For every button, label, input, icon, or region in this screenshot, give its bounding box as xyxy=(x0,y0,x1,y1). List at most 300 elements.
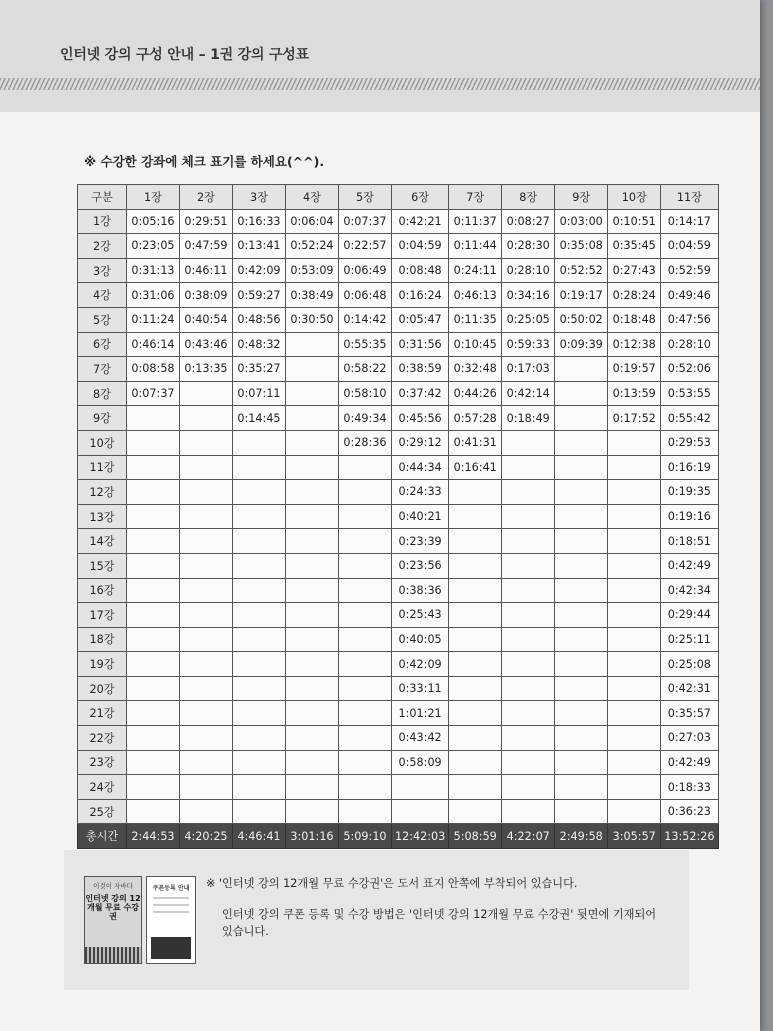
duration-cell: 0:28:30 xyxy=(502,234,555,259)
duration-cell xyxy=(339,799,392,824)
table-row xyxy=(78,775,719,800)
row-label-lecture: 14강 xyxy=(78,529,127,554)
duration-cell: 0:28:10 xyxy=(661,332,718,357)
duration-cell xyxy=(449,578,502,603)
duration-cell xyxy=(449,504,502,529)
duration-cell: 0:13:59 xyxy=(608,381,661,406)
duration-cell xyxy=(233,726,286,751)
row-label-lecture: 17강 xyxy=(78,603,127,628)
row-label-lecture: 18강 xyxy=(78,627,127,652)
table-row xyxy=(78,209,719,234)
duration-cell xyxy=(608,578,661,603)
table-row xyxy=(78,455,719,480)
duration-cell xyxy=(339,553,392,578)
course-table-container xyxy=(77,184,719,849)
duration-cell xyxy=(339,480,392,505)
duration-cell xyxy=(449,529,502,554)
duration-cell xyxy=(608,750,661,775)
duration-cell: 0:55:35 xyxy=(339,332,392,357)
duration-cell xyxy=(180,406,233,431)
duration-cell: 0:13:35 xyxy=(180,357,233,382)
duration-cell xyxy=(286,701,339,726)
duration-cell xyxy=(339,603,392,628)
duration-cell: 0:40:05 xyxy=(392,627,449,652)
duration-cell: 0:29:51 xyxy=(180,209,233,234)
duration-cell xyxy=(233,799,286,824)
duration-cell xyxy=(180,701,233,726)
duration-cell xyxy=(127,430,180,455)
duration-cell xyxy=(233,504,286,529)
duration-cell xyxy=(449,701,502,726)
duration-cell xyxy=(233,701,286,726)
duration-cell: 0:11:24 xyxy=(127,307,180,332)
duration-cell xyxy=(127,627,180,652)
duration-cell xyxy=(339,455,392,480)
duration-cell xyxy=(502,504,555,529)
table-row xyxy=(78,332,719,357)
footer-note-coupon-location: ※ '인터넷 강의 12개월 무료 수강권'은 도서 표지 안쪽에 부착되어 있습니다. xyxy=(206,877,578,890)
table-row xyxy=(78,701,719,726)
duration-cell: 0:14:17 xyxy=(661,209,718,234)
duration-cell xyxy=(286,381,339,406)
duration-cell: 0:16:41 xyxy=(449,455,502,480)
duration-cell: 0:40:21 xyxy=(392,504,449,529)
duration-cell xyxy=(608,553,661,578)
row-label-lecture: 5강 xyxy=(78,307,127,332)
duration-cell: 0:49:46 xyxy=(661,283,718,308)
table-row xyxy=(78,283,719,308)
duration-cell: 0:52:59 xyxy=(661,258,718,283)
duration-cell xyxy=(555,627,608,652)
duration-cell: 0:17:52 xyxy=(608,406,661,431)
duration-cell xyxy=(502,578,555,603)
row-label-lecture: 22강 xyxy=(78,726,127,751)
duration-cell: 0:59:27 xyxy=(233,283,286,308)
duration-cell xyxy=(449,603,502,628)
duration-cell: 0:42:31 xyxy=(661,676,718,701)
total-duration-cell: 4:22:07 xyxy=(502,824,555,849)
duration-cell xyxy=(286,357,339,382)
duration-cell: 0:27:03 xyxy=(661,726,718,751)
table-row xyxy=(78,406,719,431)
duration-cell xyxy=(555,701,608,726)
duration-cell xyxy=(392,799,449,824)
duration-cell: 0:09:39 xyxy=(555,332,608,357)
duration-cell xyxy=(555,799,608,824)
duration-cell xyxy=(449,627,502,652)
duration-cell: 0:42:21 xyxy=(392,209,449,234)
row-label-lecture: 12강 xyxy=(78,480,127,505)
duration-cell xyxy=(449,553,502,578)
duration-cell xyxy=(286,627,339,652)
duration-cell: 0:44:26 xyxy=(449,381,502,406)
row-label-lecture: 15강 xyxy=(78,553,127,578)
duration-cell: 0:04:59 xyxy=(392,234,449,259)
total-duration-cell: 5:08:59 xyxy=(449,824,502,849)
duration-cell: 0:08:27 xyxy=(502,209,555,234)
duration-cell: 0:08:58 xyxy=(127,357,180,382)
table-row xyxy=(78,307,719,332)
duration-cell: 0:48:32 xyxy=(233,332,286,357)
duration-cell xyxy=(233,529,286,554)
duration-cell: 0:06:49 xyxy=(339,258,392,283)
column-header-chapter: 3장 xyxy=(233,185,286,210)
total-duration-cell: 5:09:10 xyxy=(339,824,392,849)
duration-cell xyxy=(233,578,286,603)
duration-cell xyxy=(339,529,392,554)
row-label-lecture: 1강 xyxy=(78,209,127,234)
duration-cell xyxy=(180,799,233,824)
duration-cell: 0:48:56 xyxy=(233,307,286,332)
duration-cell xyxy=(127,775,180,800)
duration-cell: 0:18:51 xyxy=(661,529,718,554)
duration-cell xyxy=(286,603,339,628)
duration-cell: 0:10:45 xyxy=(449,332,502,357)
duration-cell xyxy=(608,799,661,824)
duration-cell xyxy=(127,750,180,775)
duration-cell xyxy=(180,455,233,480)
duration-cell xyxy=(180,603,233,628)
duration-cell: 0:43:46 xyxy=(180,332,233,357)
duration-cell xyxy=(449,480,502,505)
duration-cell: 0:32:48 xyxy=(449,357,502,382)
duration-cell: 0:13:41 xyxy=(233,234,286,259)
duration-cell: 0:38:49 xyxy=(286,283,339,308)
duration-cell xyxy=(502,750,555,775)
coupon-book-main-label: 인터넷 강의 12개월 무료 수강권 xyxy=(85,894,141,922)
duration-cell: 0:29:12 xyxy=(392,430,449,455)
duration-cell xyxy=(555,726,608,751)
row-label-lecture: 23강 xyxy=(78,750,127,775)
coupon-guide-title: 쿠폰등록 안내 xyxy=(152,885,190,892)
duration-cell xyxy=(555,775,608,800)
coupon-book-image xyxy=(84,876,142,964)
course-table xyxy=(77,184,719,849)
duration-cell xyxy=(233,775,286,800)
row-label-lecture: 19강 xyxy=(78,652,127,677)
row-label-lecture: 9강 xyxy=(78,406,127,431)
duration-cell: 0:25:05 xyxy=(502,307,555,332)
column-header-category: 구분 xyxy=(78,185,127,210)
duration-cell xyxy=(555,553,608,578)
duration-cell xyxy=(555,504,608,529)
duration-cell: 0:58:09 xyxy=(392,750,449,775)
duration-cell: 0:16:33 xyxy=(233,209,286,234)
row-label-lecture: 2강 xyxy=(78,234,127,259)
duration-cell xyxy=(127,480,180,505)
duration-cell: 0:11:37 xyxy=(449,209,502,234)
duration-cell xyxy=(339,775,392,800)
duration-cell: 0:38:09 xyxy=(180,283,233,308)
duration-cell xyxy=(127,455,180,480)
duration-cell: 0:19:16 xyxy=(661,504,718,529)
duration-cell xyxy=(555,357,608,382)
duration-cell xyxy=(339,676,392,701)
duration-cell xyxy=(180,676,233,701)
duration-cell xyxy=(608,603,661,628)
duration-cell xyxy=(127,578,180,603)
duration-cell xyxy=(555,603,608,628)
duration-cell xyxy=(339,750,392,775)
duration-cell: 0:52:24 xyxy=(286,234,339,259)
duration-cell xyxy=(127,726,180,751)
coupon-book-top-label: 이것이 자바다 xyxy=(93,882,133,890)
duration-cell xyxy=(180,578,233,603)
duration-cell: 0:36:23 xyxy=(661,799,718,824)
duration-cell xyxy=(286,652,339,677)
duration-cell: 0:59:33 xyxy=(502,332,555,357)
duration-cell: 0:44:34 xyxy=(392,455,449,480)
duration-cell xyxy=(608,480,661,505)
duration-cell: 0:42:09 xyxy=(392,652,449,677)
duration-cell: 0:28:10 xyxy=(502,258,555,283)
duration-cell: 0:53:09 xyxy=(286,258,339,283)
duration-cell xyxy=(339,652,392,677)
coupon-guide-line xyxy=(153,904,189,906)
table-row xyxy=(78,529,719,554)
row-label-lecture: 3강 xyxy=(78,258,127,283)
duration-cell xyxy=(180,430,233,455)
duration-cell: 0:06:04 xyxy=(286,209,339,234)
row-label-lecture: 24강 xyxy=(78,775,127,800)
duration-cell: 0:30:50 xyxy=(286,307,339,332)
duration-cell xyxy=(502,480,555,505)
duration-cell xyxy=(608,455,661,480)
duration-cell xyxy=(555,652,608,677)
duration-cell xyxy=(339,627,392,652)
duration-cell: 0:31:06 xyxy=(127,283,180,308)
duration-cell: 0:49:34 xyxy=(339,406,392,431)
duration-cell: 0:58:10 xyxy=(339,381,392,406)
duration-cell xyxy=(286,430,339,455)
duration-cell: 0:55:42 xyxy=(661,406,718,431)
duration-cell: 0:05:16 xyxy=(127,209,180,234)
duration-cell xyxy=(286,480,339,505)
duration-cell xyxy=(555,578,608,603)
duration-cell: 0:18:48 xyxy=(608,307,661,332)
row-label-lecture: 21강 xyxy=(78,701,127,726)
duration-cell: 0:35:57 xyxy=(661,701,718,726)
duration-cell: 0:28:24 xyxy=(608,283,661,308)
duration-cell: 0:40:54 xyxy=(180,307,233,332)
total-duration-cell: 12:42:03 xyxy=(392,824,449,849)
duration-cell: 0:11:35 xyxy=(449,307,502,332)
duration-cell xyxy=(555,750,608,775)
duration-cell: 0:03:00 xyxy=(555,209,608,234)
column-header-chapter: 4장 xyxy=(286,185,339,210)
duration-cell xyxy=(233,553,286,578)
duration-cell xyxy=(127,799,180,824)
table-row xyxy=(78,652,719,677)
duration-cell xyxy=(233,750,286,775)
row-label-lecture: 7강 xyxy=(78,357,127,382)
duration-cell: 0:19:57 xyxy=(608,357,661,382)
duration-cell: 0:52:52 xyxy=(555,258,608,283)
duration-cell xyxy=(180,480,233,505)
duration-cell: 0:07:37 xyxy=(339,209,392,234)
duration-cell xyxy=(339,701,392,726)
duration-cell xyxy=(555,480,608,505)
duration-cell xyxy=(180,775,233,800)
duration-cell xyxy=(233,627,286,652)
duration-cell: 0:52:06 xyxy=(661,357,718,382)
duration-cell: 0:38:59 xyxy=(392,357,449,382)
duration-cell: 0:10:51 xyxy=(608,209,661,234)
duration-cell xyxy=(286,406,339,431)
duration-cell: 0:29:44 xyxy=(661,603,718,628)
duration-cell: 0:50:02 xyxy=(555,307,608,332)
column-header-chapter: 11장 xyxy=(661,185,718,210)
table-header-row xyxy=(78,185,719,210)
duration-cell: 0:06:48 xyxy=(339,283,392,308)
duration-cell: 0:34:16 xyxy=(502,283,555,308)
duration-cell xyxy=(127,553,180,578)
duration-cell xyxy=(286,676,339,701)
row-label-lecture: 25강 xyxy=(78,799,127,824)
row-label-lecture: 6강 xyxy=(78,332,127,357)
coupon-guide-image xyxy=(146,876,196,964)
duration-cell xyxy=(502,652,555,677)
instruction-text: ※ 수강한 강좌에 체크 표기를 하세요(^^). xyxy=(84,154,325,169)
duration-cell xyxy=(449,799,502,824)
duration-cell xyxy=(233,652,286,677)
row-label-lecture: 11강 xyxy=(78,455,127,480)
duration-cell xyxy=(180,750,233,775)
duration-cell xyxy=(608,504,661,529)
duration-cell xyxy=(502,799,555,824)
duration-cell xyxy=(180,726,233,751)
duration-cell: 0:29:53 xyxy=(661,430,718,455)
duration-cell: 0:43:42 xyxy=(392,726,449,751)
duration-cell xyxy=(502,627,555,652)
table-body xyxy=(78,209,719,848)
row-label-lecture: 20강 xyxy=(78,676,127,701)
table-row xyxy=(78,381,719,406)
duration-cell xyxy=(180,529,233,554)
duration-cell: 0:19:35 xyxy=(661,480,718,505)
column-header-chapter: 10장 xyxy=(608,185,661,210)
duration-cell xyxy=(502,529,555,554)
duration-cell xyxy=(127,603,180,628)
duration-cell xyxy=(286,799,339,824)
total-duration-cell: 2:44:53 xyxy=(127,824,180,849)
row-label-lecture: 13강 xyxy=(78,504,127,529)
duration-cell: 0:57:28 xyxy=(449,406,502,431)
duration-cell xyxy=(286,455,339,480)
duration-cell xyxy=(608,627,661,652)
duration-cell xyxy=(555,430,608,455)
duration-cell xyxy=(233,430,286,455)
duration-cell: 0:28:36 xyxy=(339,430,392,455)
duration-cell xyxy=(449,652,502,677)
duration-cell: 0:46:11 xyxy=(180,258,233,283)
duration-cell xyxy=(339,726,392,751)
duration-cell xyxy=(180,627,233,652)
duration-cell xyxy=(286,578,339,603)
duration-cell: 0:23:56 xyxy=(392,553,449,578)
duration-cell: 0:18:49 xyxy=(502,406,555,431)
duration-cell: 0:23:05 xyxy=(127,234,180,259)
duration-cell xyxy=(127,504,180,529)
duration-cell xyxy=(180,652,233,677)
duration-cell: 0:53:55 xyxy=(661,381,718,406)
row-label-lecture: 8강 xyxy=(78,381,127,406)
duration-cell: 0:25:08 xyxy=(661,652,718,677)
total-row-label: 총시간 xyxy=(78,824,127,849)
duration-cell xyxy=(502,676,555,701)
row-label-lecture: 4강 xyxy=(78,283,127,308)
duration-cell xyxy=(555,676,608,701)
table-row xyxy=(78,430,719,455)
duration-cell: 0:58:22 xyxy=(339,357,392,382)
duration-cell xyxy=(449,750,502,775)
duration-cell: 0:45:56 xyxy=(392,406,449,431)
duration-cell: 0:08:48 xyxy=(392,258,449,283)
duration-cell xyxy=(449,775,502,800)
duration-cell xyxy=(180,381,233,406)
duration-cell xyxy=(449,726,502,751)
total-row xyxy=(78,824,719,849)
duration-cell: 0:35:45 xyxy=(608,234,661,259)
coupon-guide-block xyxy=(151,937,191,959)
duration-cell: 0:35:08 xyxy=(555,234,608,259)
duration-cell xyxy=(608,726,661,751)
duration-cell xyxy=(233,603,286,628)
duration-cell: 0:04:59 xyxy=(661,234,718,259)
duration-cell: 0:47:56 xyxy=(661,307,718,332)
duration-cell: 0:35:27 xyxy=(233,357,286,382)
duration-cell xyxy=(286,504,339,529)
duration-cell: 0:42:09 xyxy=(233,258,286,283)
total-duration-cell: 13:52:26 xyxy=(661,824,718,849)
table-row xyxy=(78,553,719,578)
duration-cell xyxy=(555,406,608,431)
duration-cell: 0:42:49 xyxy=(661,750,718,775)
duration-cell: 0:25:43 xyxy=(392,603,449,628)
footer-note-coupon-method: 인터넷 강의 쿠폰 등록 및 수강 방법은 '인터넷 강의 12개월 무료 수강권' 뒷면에 기재되어 있습니다. xyxy=(222,908,657,939)
duration-cell: 0:38:36 xyxy=(392,578,449,603)
duration-cell: 1:01:21 xyxy=(392,701,449,726)
duration-cell xyxy=(233,676,286,701)
total-duration-cell: 3:05:57 xyxy=(608,824,661,849)
duration-cell xyxy=(555,381,608,406)
duration-cell: 0:25:11 xyxy=(661,627,718,652)
duration-cell xyxy=(502,701,555,726)
duration-cell xyxy=(608,430,661,455)
duration-cell xyxy=(286,726,339,751)
duration-cell: 0:24:33 xyxy=(392,480,449,505)
duration-cell: 0:42:14 xyxy=(502,381,555,406)
table-row xyxy=(78,357,719,382)
column-header-chapter: 7장 xyxy=(449,185,502,210)
column-header-chapter: 9장 xyxy=(555,185,608,210)
duration-cell xyxy=(286,750,339,775)
table-row xyxy=(78,603,719,628)
table-row xyxy=(78,627,719,652)
duration-cell xyxy=(555,529,608,554)
duration-cell xyxy=(127,406,180,431)
duration-cell: 0:33:11 xyxy=(392,676,449,701)
duration-cell: 0:07:11 xyxy=(233,381,286,406)
duration-cell: 0:14:45 xyxy=(233,406,286,431)
duration-cell xyxy=(286,332,339,357)
duration-cell xyxy=(608,676,661,701)
duration-cell: 0:18:33 xyxy=(661,775,718,800)
duration-cell xyxy=(449,676,502,701)
table-row xyxy=(78,750,719,775)
duration-cell: 0:47:59 xyxy=(180,234,233,259)
table-row xyxy=(78,578,719,603)
